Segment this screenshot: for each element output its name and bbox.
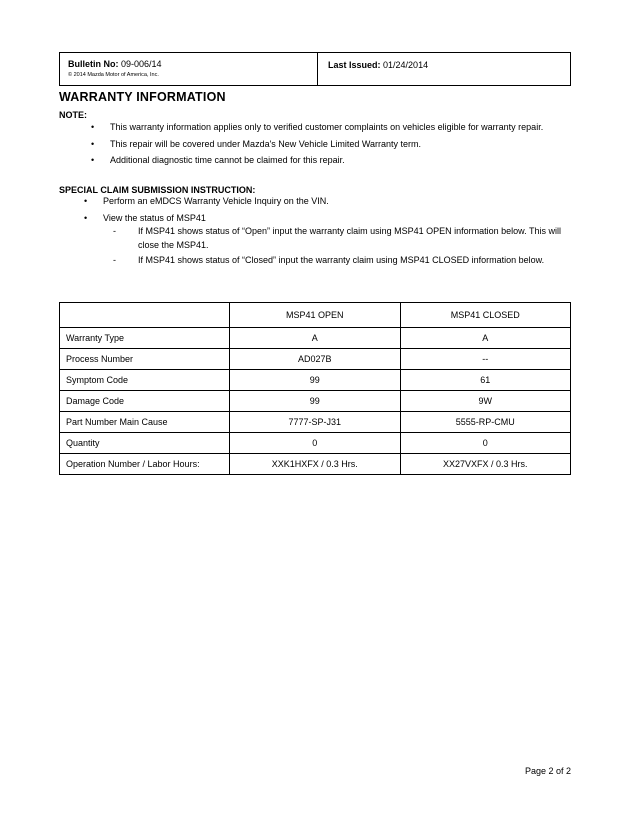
list-item-text: This warranty information applies only to verified customer complaints on vehicles eligible for warranty repair. (110, 122, 544, 132)
special-claim-bullet-list (78, 195, 568, 271)
row-label: Operation Number / Labor Hours: (60, 454, 230, 475)
dash-marker: - (113, 255, 116, 265)
row-label: Damage Code (60, 391, 230, 412)
bullet-marker: • (84, 196, 88, 206)
row-closed-value: XX27VXFX / 0.3 Hrs. (400, 454, 571, 475)
list-item (85, 154, 565, 168)
note-heading: NOTE: (59, 110, 87, 120)
row-open-value: AD027B (230, 349, 401, 370)
last-issued-line (328, 58, 570, 71)
row-closed-value: -- (400, 349, 571, 370)
table-row (60, 433, 571, 454)
table-header-msp41-open: MSP41 OPEN (230, 303, 401, 328)
table-header-row (60, 303, 571, 328)
dash-marker: - (113, 226, 116, 236)
bullet-marker: • (91, 155, 95, 165)
row-closed-value: 9W (400, 391, 571, 412)
copyright-text: © 2014 Mazda Motor of America, Inc. (68, 72, 159, 78)
page-footer: Page 2 of 2 (524, 766, 571, 776)
bullet-marker: • (91, 122, 95, 132)
row-open-value: A (230, 328, 401, 349)
bulletin-header-box (59, 52, 571, 86)
special-claim-heading: SPECIAL CLAIM SUBMISSION INSTRUCTION: (59, 185, 256, 195)
bulletin-number-label: Bulletin No: (68, 59, 119, 69)
list-item-text: Additional diagnostic time cannot be claimed for this repair. (110, 155, 345, 165)
table-row (60, 454, 571, 475)
table-row (60, 370, 571, 391)
row-closed-value: A (400, 328, 571, 349)
bullet-marker: • (84, 212, 88, 223)
row-open-value: 7777-SP-J31 (230, 412, 401, 433)
bulletin-number-cell (60, 53, 318, 85)
row-label: Warranty Type (60, 328, 230, 349)
row-closed-value: 61 (400, 370, 571, 391)
list-item-text: If MSP41 shows status of “Closed” input the warranty claim using MSP41 CLOSED information below. (138, 255, 545, 265)
list-item (85, 121, 565, 135)
list-item (78, 195, 568, 209)
list-item-text: If MSP41 shows status of “Open” input the warranty claim using MSP41 OPEN information below. This will close the MSP41. (138, 226, 562, 250)
last-issued-cell (318, 53, 570, 85)
row-label: Symptom Code (60, 370, 230, 391)
list-item (78, 212, 568, 268)
row-closed-value: 0 (400, 433, 571, 454)
table-row (60, 412, 571, 433)
row-label: Part Number Main Cause (60, 412, 230, 433)
list-item (103, 225, 568, 252)
list-item (85, 138, 565, 152)
list-item (103, 254, 568, 268)
special-claim-sub-list (103, 225, 568, 268)
row-open-value: 99 (230, 370, 401, 391)
table-header-msp41-closed: MSP41 CLOSED (400, 303, 571, 328)
last-issued-value: 01/24/2014 (383, 60, 429, 70)
note-bullet-list (85, 121, 565, 171)
claim-information-table (59, 302, 571, 475)
list-item-text: View the status of MSP41 (103, 212, 206, 223)
list-item-text: This repair will be covered under Mazda's New Vehicle Limited Warranty term. (110, 138, 422, 149)
page-title: WARRANTY INFORMATION (59, 90, 226, 104)
row-open-value: 99 (230, 391, 401, 412)
row-closed-value: 5555-RP-CMU (400, 412, 571, 433)
table-row (60, 349, 571, 370)
row-open-value: XXK1HXFX / 0.3 Hrs. (230, 454, 401, 475)
table-header-blank (60, 303, 230, 328)
row-open-value: 0 (230, 433, 401, 454)
bullet-marker: • (91, 138, 95, 149)
row-label: Quantity (60, 433, 230, 454)
bulletin-number-value: 09-006/14 (121, 59, 162, 69)
list-item-text: Perform an eMDCS Warranty Vehicle Inquiry on the VIN. (103, 196, 329, 206)
row-label: Process Number (60, 349, 230, 370)
table-row (60, 391, 571, 412)
last-issued-label: Last Issued: (328, 60, 381, 70)
table-row (60, 328, 571, 349)
bulletin-number-line (68, 58, 317, 70)
